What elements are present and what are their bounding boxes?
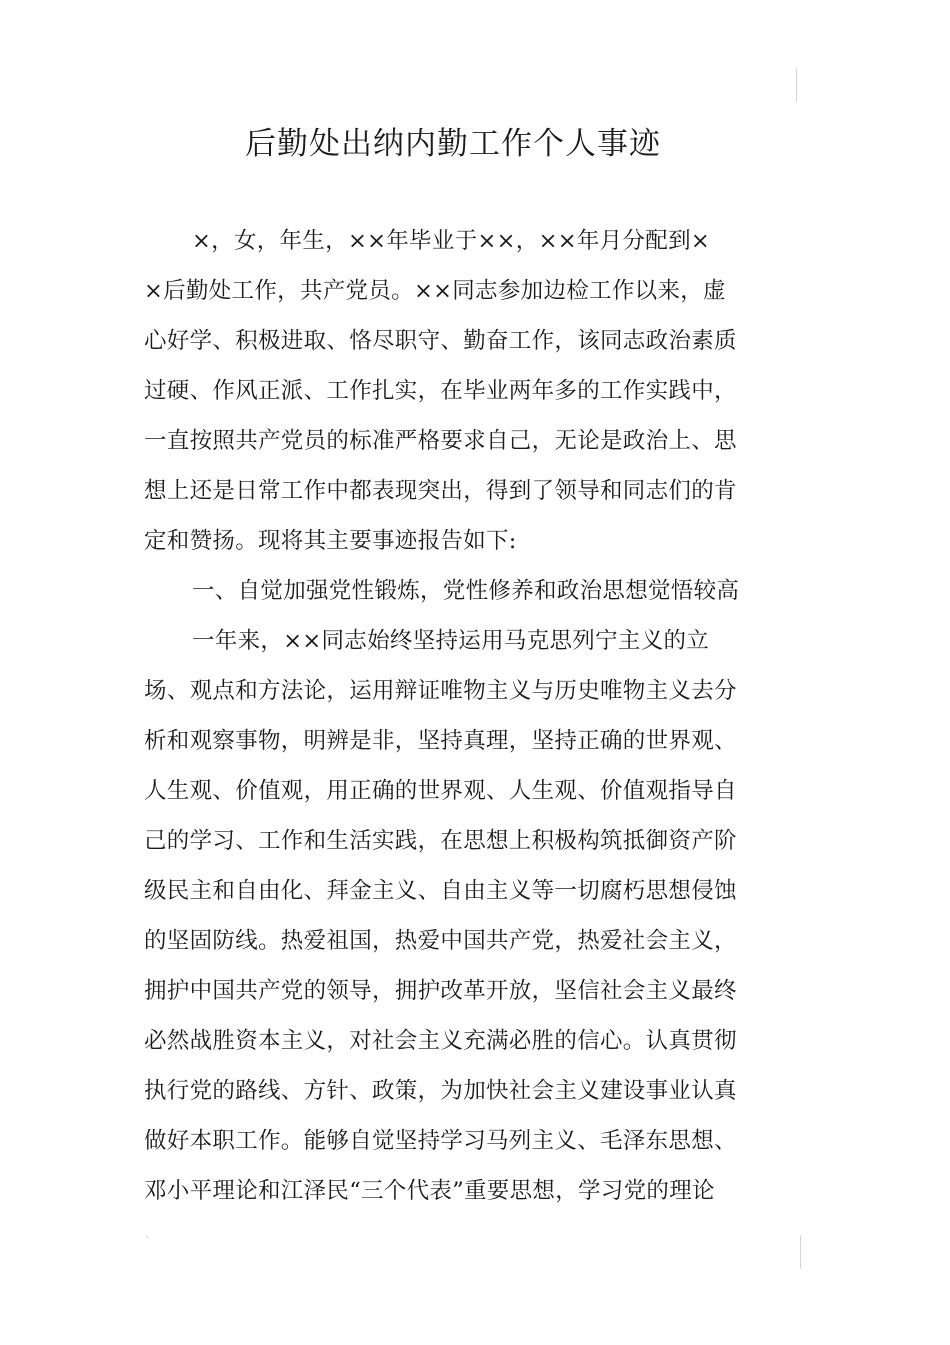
body-line: 执行党的路线、方针、政策，为加快社会主义建设事业认真 <box>144 1078 737 1104</box>
body-line: 想上还是日常工作中都表现突出，得到了领导和同志们的肯 <box>144 478 737 504</box>
margin-mark-top <box>796 68 797 102</box>
body-line: 必然战胜资本主义，对社会主义充满必胜的信心。认真贯彻 <box>144 1028 737 1054</box>
body-line: 人生观、价值观，用正确的世界观、人生观、价值观指导自 <box>144 778 737 804</box>
body-line: 级民主和自由化、拜金主义、自由主义等一切腐朽思想侵蚀 <box>144 878 737 904</box>
section-heading: 一、自觉加强党性锻炼，党性修养和政治思想觉悟较高 <box>192 578 740 604</box>
margin-dot <box>146 1236 148 1238</box>
document-body <box>144 216 748 1216</box>
body-line: ×后勤处工作，共产党员。××同志参加边检工作以来，虚 <box>144 278 726 304</box>
body-line: 场、观点和方法论，运用辩证唯物主义与历史唯物主义去分 <box>144 678 737 704</box>
margin-mark-bottom <box>800 1235 801 1269</box>
body-line: 的坚固防线。热爱祖国，热爱中国共产党，热爱社会主义， <box>144 928 737 954</box>
body-line: 做好本职工作。能够自觉坚持学习马列主义、毛泽东思想、 <box>144 1128 737 1154</box>
body-line: ×，女，年生，××年毕业于××，××年月分配到× <box>192 228 711 254</box>
body-line: 一年来，××同志始终坚持运用马克思列宁主义的立 <box>192 628 710 654</box>
body-line: 心好学、积极进取、恪尽职守、勤奋工作，该同志政治素质 <box>144 328 737 354</box>
body-line: 过硬、作风正派、工作扎实，在毕业两年多的工作实践中， <box>144 378 737 404</box>
document-title: 后勤处出纳内勤工作个人事迹 <box>245 126 661 162</box>
body-line: 己的学习、工作和生活实践，在思想上积极构筑抵御资产阶 <box>144 828 737 854</box>
body-line: 一直按照共产党员的标准严格要求自己，无论是政治上、思 <box>144 428 737 454</box>
body-line: 邓小平理论和江泽民“三个代表”重要思想，学习党的理论 <box>144 1178 715 1204</box>
body-line: 定和赞扬。现将其主要事迹报告如下: <box>144 528 517 554</box>
body-line: 拥护中国共产党的领导，拥护改革开放，坚信社会主义最终 <box>144 978 737 1004</box>
body-line: 析和观察事物，明辨是非，坚持真理，坚持正确的世界观、 <box>144 728 737 754</box>
